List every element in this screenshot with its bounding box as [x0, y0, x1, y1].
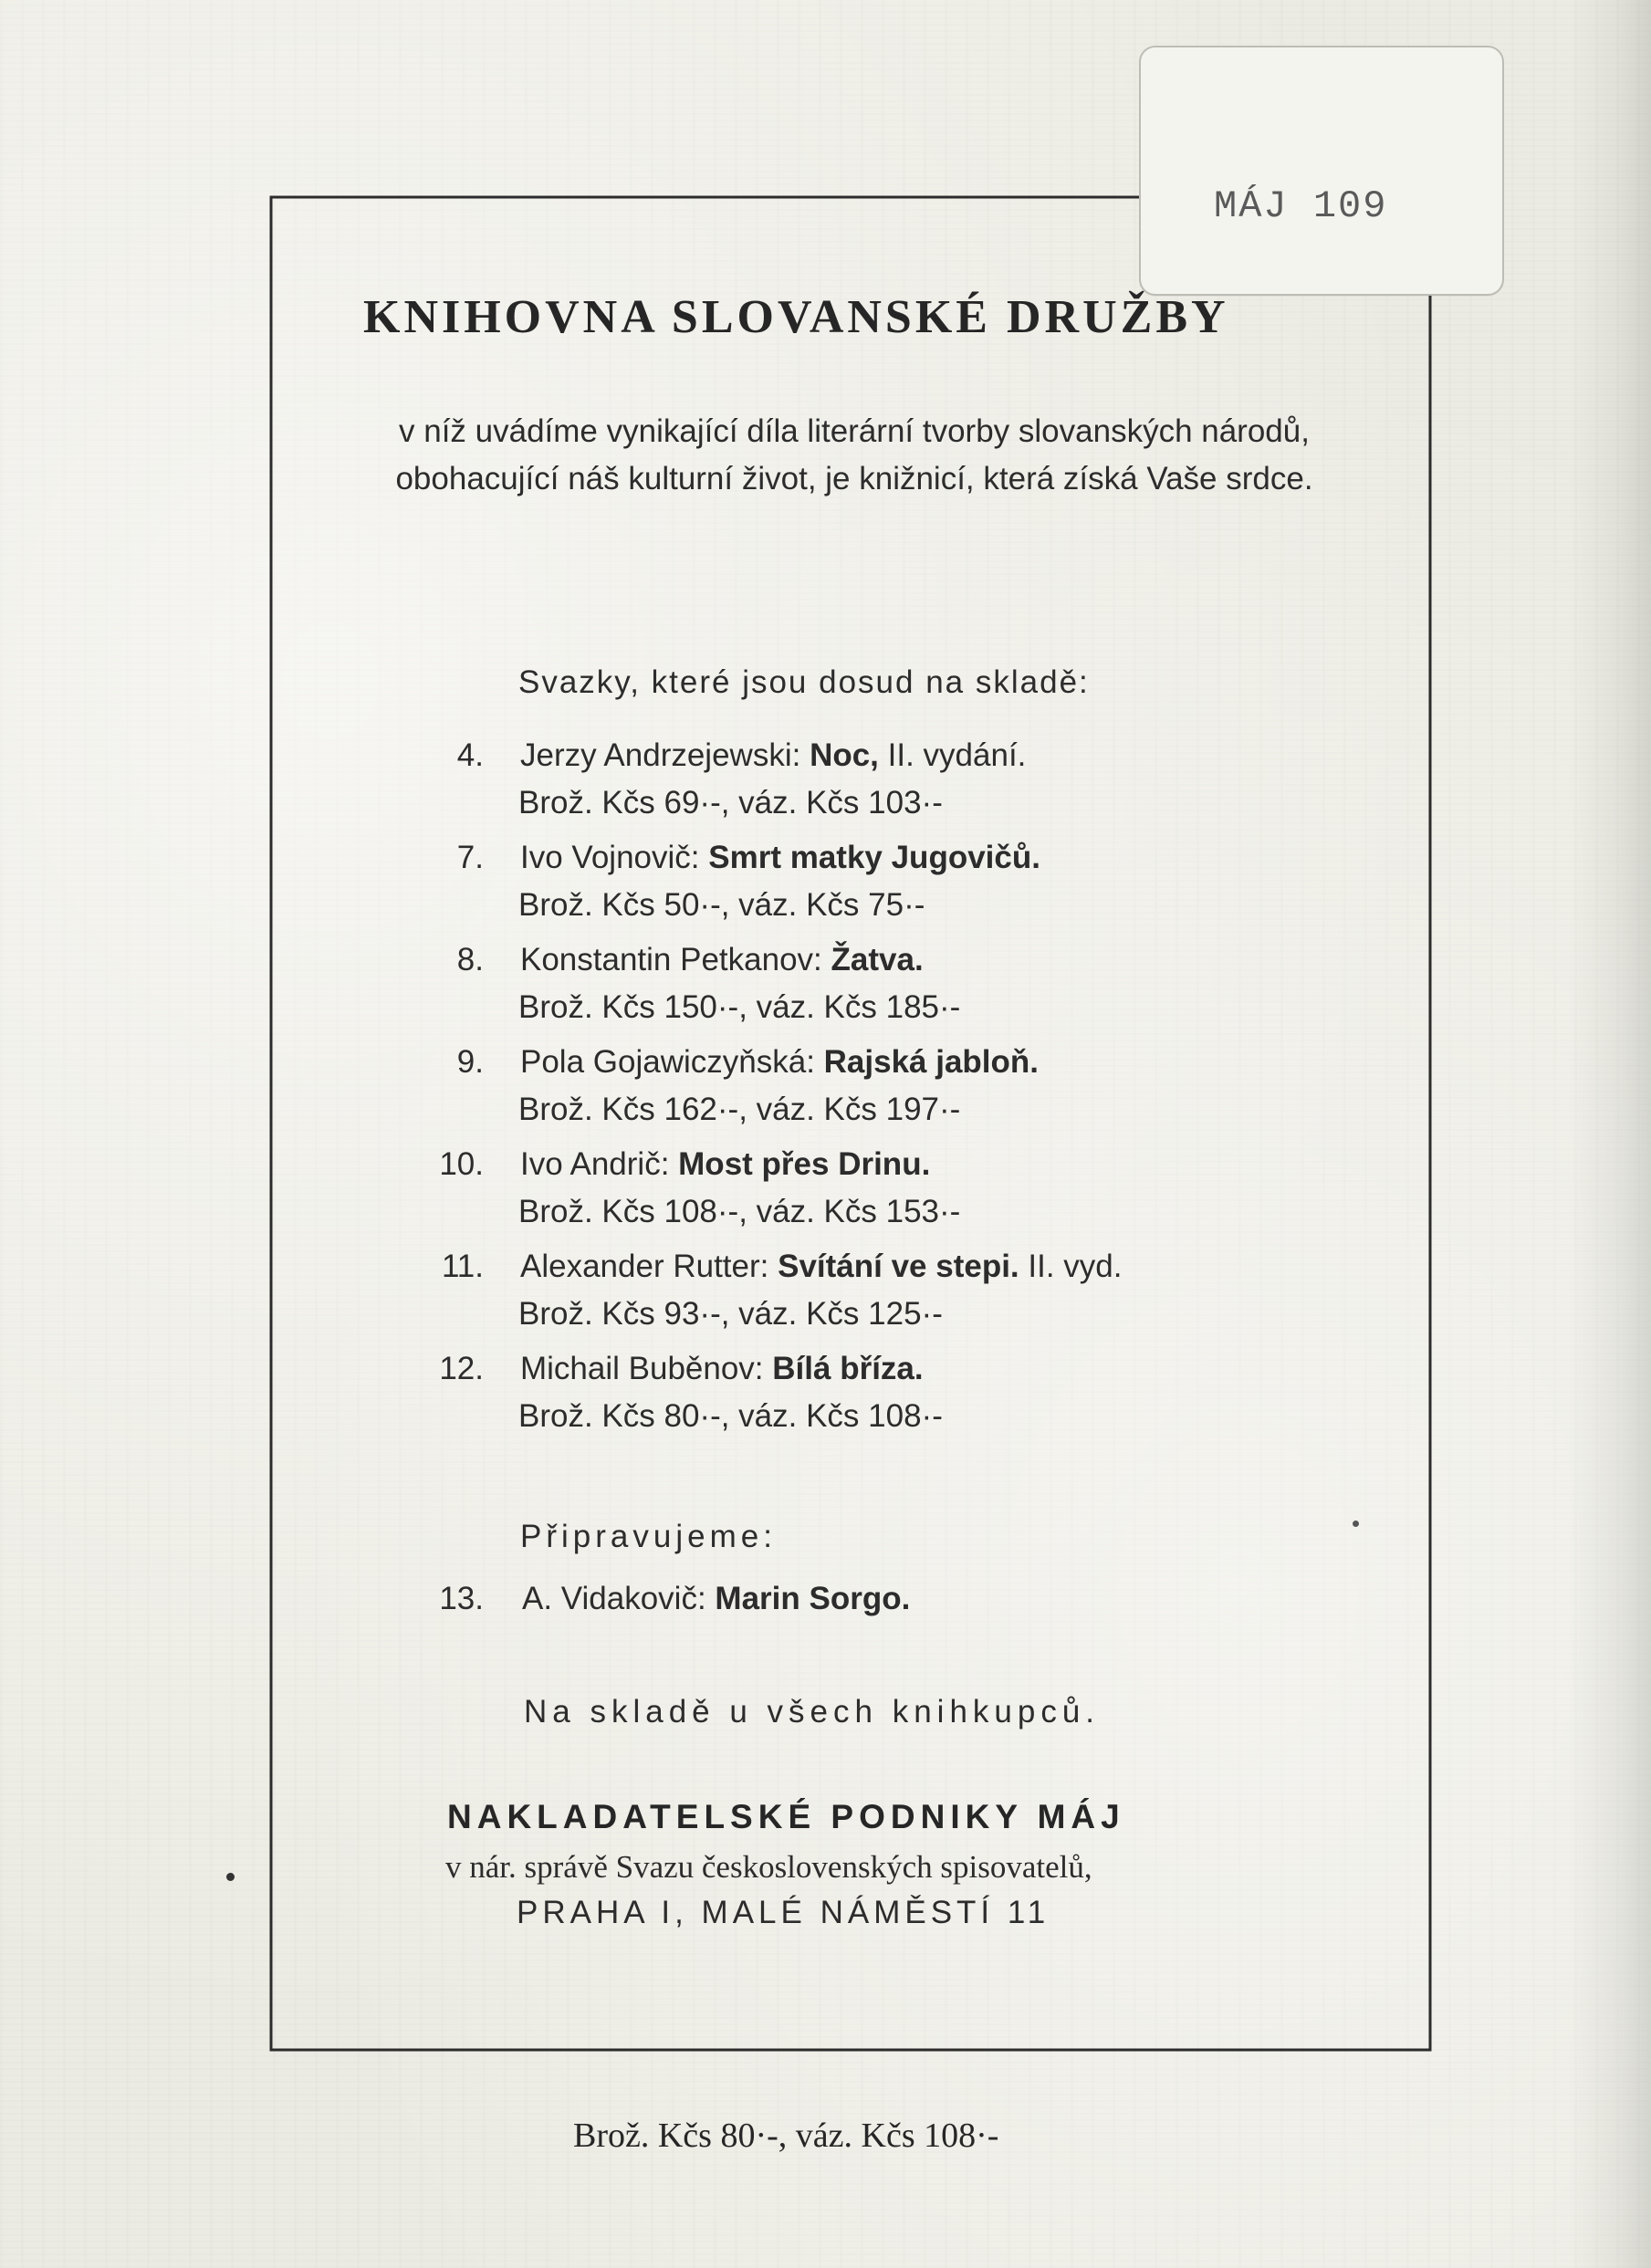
volume-author: Konstantin Petkanov: — [520, 942, 822, 977]
publisher-name: NAKLADATELSKÉ PODNIKY MÁJ — [447, 1798, 1125, 1835]
volume-author: Alexander Rutter: — [520, 1249, 769, 1284]
upcoming-title: Marin Sorgo. — [715, 1581, 911, 1616]
library-sticker — [1139, 46, 1504, 296]
volume-entry — [520, 1044, 1039, 1081]
volume-number: 4. — [456, 737, 484, 773]
stock-heading: Svazky, které jsou dosud na skladě: — [518, 664, 1090, 700]
volume-entry — [520, 737, 1026, 774]
volume-title: Rajská jabloň. — [823, 1044, 1040, 1080]
volume-author: Ivo Andrič: — [520, 1146, 670, 1182]
volume-author: Michail Buběnov: — [520, 1351, 764, 1386]
volume-title: Bílá bříza. — [772, 1351, 924, 1386]
volume-number: 12. — [439, 1351, 484, 1386]
volume-price: Brož. Kčs 69·-, váz. Kčs 103·- — [518, 785, 943, 820]
volume-title: Most přes Drinu. — [678, 1146, 931, 1182]
volume-edition-note: II. vyd. — [1028, 1249, 1123, 1284]
upcoming-author: A. Vidakovič: — [522, 1581, 706, 1616]
volume-title: Svítání ve stepi. — [778, 1249, 1019, 1284]
volume-title: Noc, — [810, 737, 879, 773]
footer-price: Brož. Kčs 80·-, váz. Kčs 108·- — [573, 2116, 999, 2155]
upcoming-entry — [522, 1581, 910, 1617]
volume-edition-note: II. vydání. — [887, 737, 1027, 773]
volume-entry — [520, 942, 924, 978]
publisher-address: PRAHA I, MALÉ NÁMĚSTÍ 11 — [517, 1895, 1050, 1930]
volume-price: Brož. Kčs 93·-, váz. Kčs 125·- — [518, 1296, 943, 1332]
volume-number: 8. — [456, 942, 484, 977]
sticker-code: MÁJ 109 — [1214, 184, 1388, 228]
upcoming-heading: Připravujeme: — [520, 1519, 777, 1554]
volume-entry — [520, 1351, 924, 1387]
volume-number: 9. — [456, 1044, 484, 1080]
volume-author: Jerzy Andrzejewski: — [520, 737, 801, 773]
volume-number: 11. — [441, 1249, 484, 1284]
volume-price: Brož. Kčs 162·-, váz. Kčs 197·- — [518, 1092, 961, 1127]
volume-price: Brož. Kčs 50·-, váz. Kčs 75·- — [518, 887, 925, 923]
volume-number: 10. — [439, 1146, 484, 1182]
volume-entry — [520, 840, 1040, 876]
volume-price: Brož. Kčs 150·-, váz. Kčs 185·- — [518, 989, 961, 1025]
volume-price: Brož. Kčs 108·-, váz. Kčs 153·- — [518, 1194, 961, 1229]
print-speck — [1353, 1521, 1359, 1527]
availability-note: Na skladě u všech knihkupců. — [524, 1694, 1101, 1730]
volume-author: Pola Gojawiczyňská: — [520, 1044, 815, 1080]
series-intro: v níž uvádíme vynikající díla literární tvorby slovanských národů, obohacující náš kulturní život, je knižnicí, která získá Vaše srdce. — [395, 413, 1313, 496]
volume-title: Žatva. — [831, 942, 924, 977]
volume-entry — [520, 1146, 930, 1183]
volume-author: Ivo Vojnovič: — [520, 840, 700, 875]
series-title: KNIHOVNA SLOVANSKÉ DRUŽBY — [363, 291, 1229, 343]
volume-number: 7. — [456, 840, 484, 875]
publisher-line: v nár. správě Svazu československých spisovatelů, — [445, 1849, 1092, 1885]
volume-entry — [520, 1249, 1123, 1285]
print-speck — [226, 1873, 235, 1881]
volume-title: Smrt matky Jugovičů. — [708, 840, 1040, 875]
volume-price: Brož. Kčs 80·-, váz. Kčs 108·- — [518, 1398, 943, 1434]
upcoming-number: 13. — [439, 1581, 484, 1616]
